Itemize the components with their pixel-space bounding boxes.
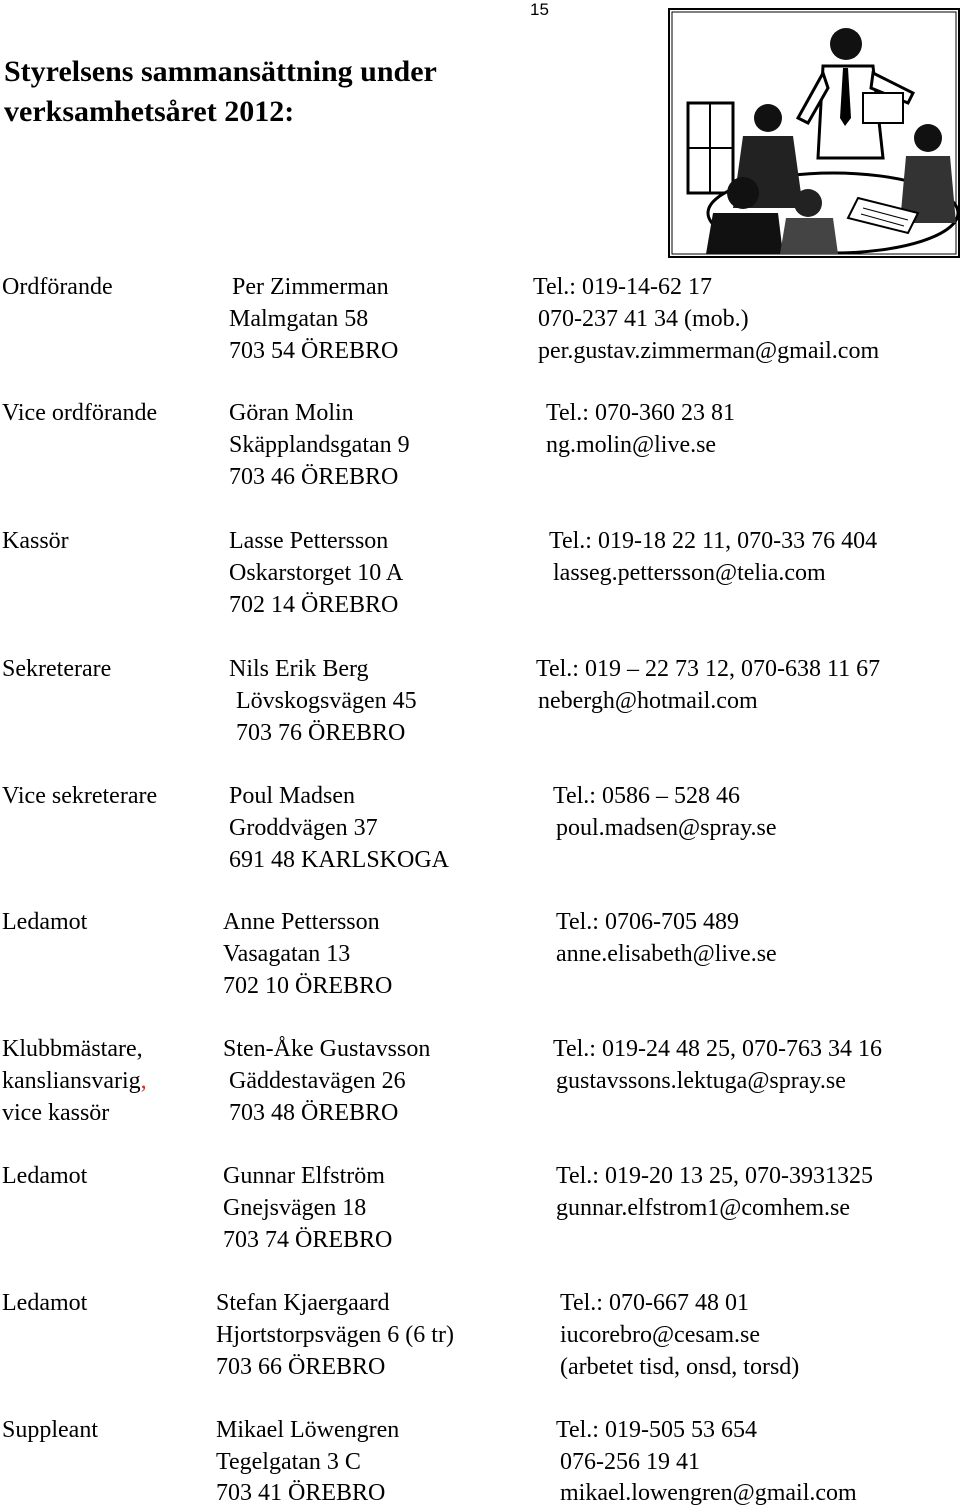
contact-line: Tel.: 019-18 22 11, 070-33 76 404	[549, 528, 878, 554]
role-ordforande: Ordförande	[2, 274, 113, 300]
document-title	[4, 52, 437, 132]
contact-line: Tel.: 0706-705 489	[556, 909, 739, 935]
address-street: Gnejsvägen 18	[223, 1195, 367, 1221]
contact-email: nebergh@hotmail.com	[538, 688, 758, 714]
page-number: 15	[530, 0, 549, 19]
member-name: Gunnar Elfström	[223, 1163, 385, 1189]
role-vice-kassor: vice kassör	[2, 1100, 110, 1126]
member-name: Poul Madsen	[229, 783, 355, 809]
member-name: Sten-Åke Gustavsson	[223, 1036, 431, 1062]
role-ledamot: Ledamot	[2, 909, 88, 935]
contact-line: Tel.: 019-505 53 654	[556, 1417, 757, 1443]
contact-note: (arbetet tisd, onsd, torsd)	[560, 1354, 800, 1380]
title-line-2: verksamhetsåret 2012:	[4, 95, 295, 128]
contact-line: Tel.: 070-360 23 81	[546, 400, 735, 426]
contact-email: iucorebro@cesam.se	[560, 1322, 761, 1348]
address-city: 703 74 ÖREBRO	[223, 1227, 393, 1253]
member-name: Nils Erik Berg	[229, 656, 369, 682]
address-city: 703 41 ÖREBRO	[216, 1480, 386, 1506]
role-klubbmastare: Klubbmästare,	[2, 1036, 143, 1062]
member-name: Mikael Löwengren	[216, 1417, 400, 1443]
contact-line: Tel.: 019-24 48 25, 070-763 34 16	[553, 1036, 882, 1062]
role-suppleant: Suppleant	[2, 1417, 98, 1443]
contact-line: Tel.: 070-667 48 01	[560, 1290, 749, 1316]
member-name: Stefan Kjaergaard	[216, 1290, 390, 1316]
member-name: Lasse Pettersson	[229, 528, 389, 554]
address-city: 703 46 ÖREBRO	[229, 464, 399, 490]
contact-line: Tel.: 019-14-62 17	[533, 274, 712, 300]
role-ledamot: Ledamot	[2, 1290, 88, 1316]
address-street: Hjortstorpsvägen 6 (6 tr)	[216, 1322, 454, 1348]
red-comma: ,	[140, 1068, 147, 1094]
contact-email: poul.madsen@spray.se	[556, 815, 777, 841]
role-sekreterare: Sekreterare	[2, 656, 112, 682]
meeting-illustration	[668, 8, 960, 258]
title-line-1: Styrelsens sammansättning under	[4, 55, 437, 88]
contact-email: per.gustav.zimmerman@gmail.com	[538, 338, 880, 364]
contact-email: mikael.lowengren@gmail.com	[560, 1480, 857, 1506]
address-city: 702 10 ÖREBRO	[223, 973, 393, 999]
address-city: 691 48 KARLSKOGA	[229, 847, 450, 873]
address-city: 702 14 ÖREBRO	[229, 592, 399, 618]
address-street: Lövskogsvägen 45	[236, 688, 417, 714]
contact-line: Tel.: 0586 – 528 46	[553, 783, 740, 809]
contact-line: Tel.: 019 – 22 73 12, 070-638 11 67	[536, 656, 881, 682]
contact-line: Tel.: 019-20 13 25, 070-3931325	[556, 1163, 873, 1189]
contact-line: 076-256 19 41	[560, 1449, 700, 1475]
address-city: 703 54 ÖREBRO	[229, 338, 399, 364]
role-ledamot: Ledamot	[2, 1163, 88, 1189]
role-vice-sekreterare: Vice sekreterare	[2, 783, 158, 809]
role-kansliansvarig	[2, 1066, 147, 1096]
address-street: Vasagatan 13	[223, 941, 351, 967]
address-street: Malmgatan 58	[229, 306, 369, 332]
contact-email: gustavssons.lektuga@spray.se	[556, 1068, 846, 1094]
address-city: 703 66 ÖREBRO	[216, 1354, 386, 1380]
address-city: 703 76 ÖREBRO	[236, 720, 406, 746]
contact-email: gunnar.elfstrom1@comhem.se	[556, 1195, 851, 1221]
address-street: Skäpplandsgatan 9	[229, 432, 410, 458]
role-vice-ordforande: Vice ordförande	[2, 400, 158, 426]
contact-email: ng.molin@live.se	[546, 432, 717, 458]
member-name: Anne Pettersson	[223, 909, 380, 935]
member-name: Per Zimmerman	[232, 274, 389, 300]
role-kansliansvarig-text: kansliansvarig	[2, 1068, 141, 1094]
contact-email: anne.elisabeth@live.se	[556, 941, 777, 967]
address-street: Groddvägen 37	[229, 815, 378, 841]
member-name: Göran Molin	[229, 400, 354, 426]
address-street: Tegelgatan 3 C	[216, 1449, 361, 1475]
address-street: Gäddestavägen 26	[229, 1068, 406, 1094]
contact-line: 070-237 41 34 (mob.)	[538, 306, 749, 332]
role-kassor: Kassör	[2, 528, 69, 554]
address-city: 703 48 ÖREBRO	[229, 1100, 399, 1126]
contact-email: lasseg.pettersson@telia.com	[553, 560, 826, 586]
address-street: Oskarstorget 10 A	[229, 560, 404, 586]
